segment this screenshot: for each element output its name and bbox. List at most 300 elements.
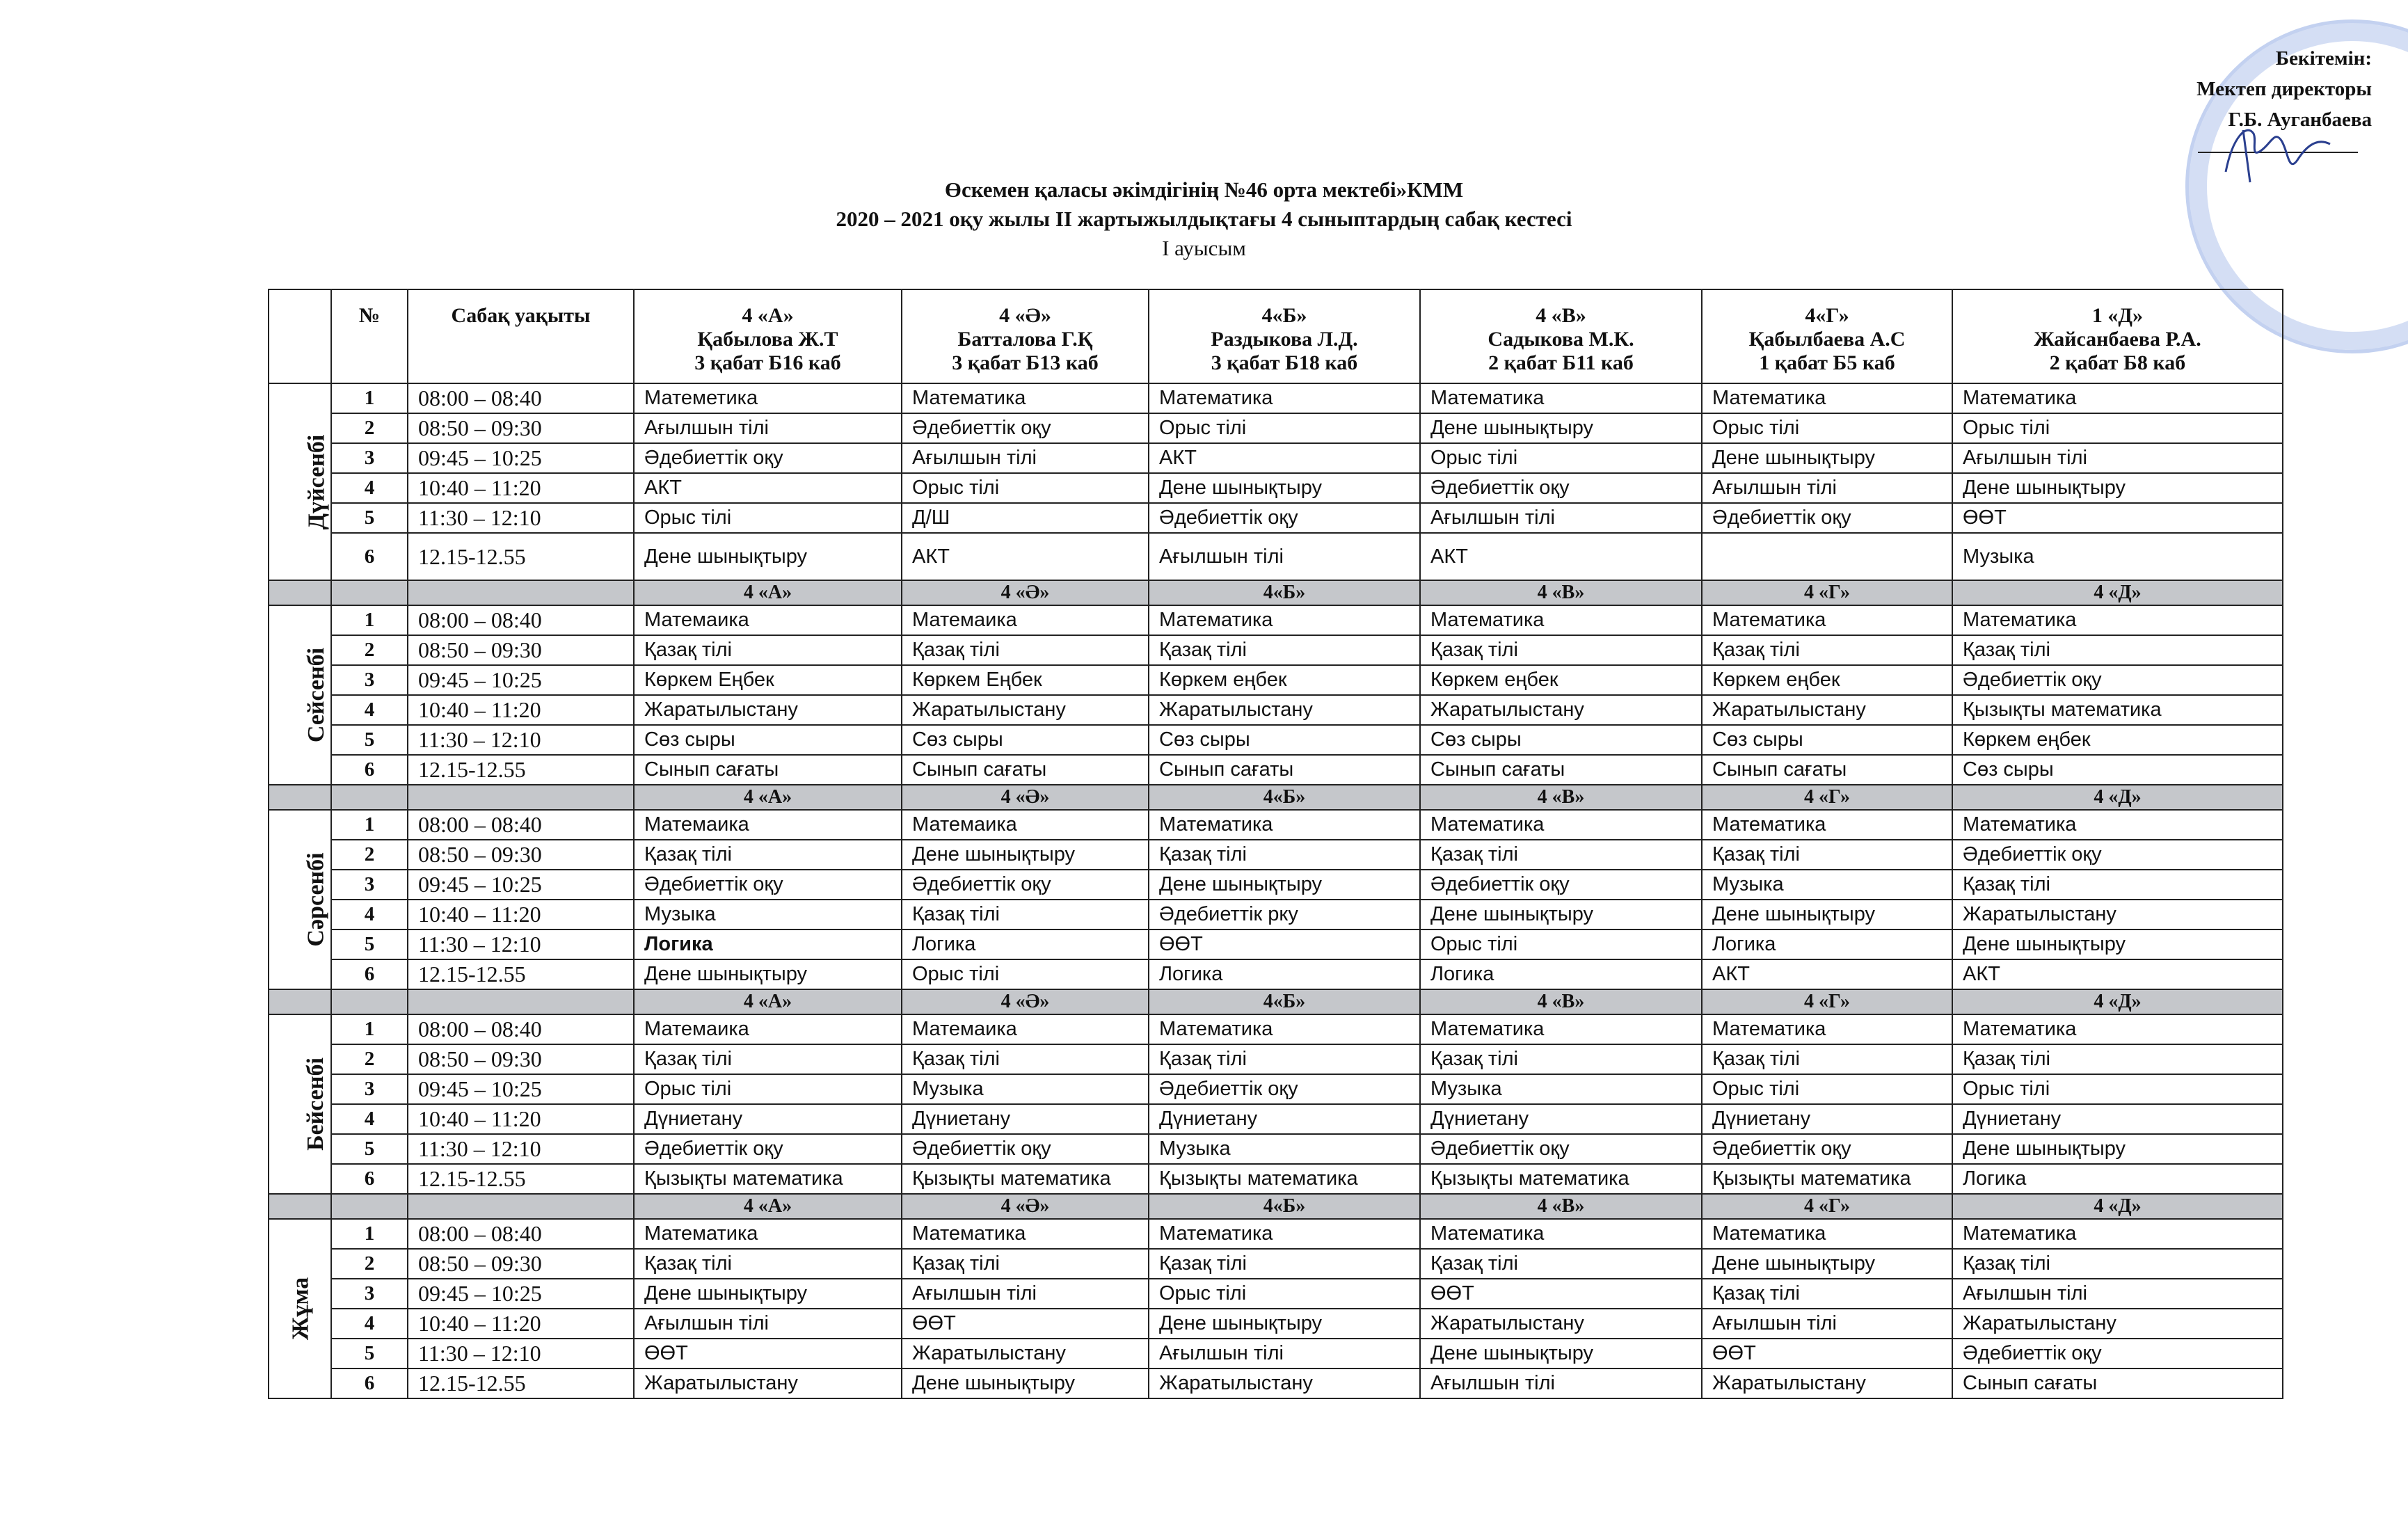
subject-cell: Қызықты математика — [634, 1164, 902, 1194]
subject-cell: Қазақ тілі — [634, 1249, 902, 1279]
subject-cell: Қызықты математика — [1420, 1164, 1702, 1194]
subject-cell: Қазақ тілі — [1702, 1279, 1952, 1309]
subject-cell: Қазақ тілі — [1149, 840, 1420, 870]
subject-cell: Дене шынықтыру — [1420, 413, 1702, 443]
subject-cell: Орыс тілі — [1420, 929, 1702, 959]
class-teacher: Батталова Г.Қ — [957, 328, 1093, 351]
table-row — [269, 665, 2283, 695]
subject-cell: Жаратылыстану — [1952, 900, 2283, 929]
subject-cell: Әдебиеттік оқу — [634, 443, 902, 473]
document-headings — [0, 175, 2408, 263]
subject-cell: АКТ — [1702, 959, 1952, 989]
table-row — [269, 1219, 2283, 1249]
subject-cell: Көркем еңбек — [1420, 665, 1702, 695]
table-header-row — [269, 289, 2283, 383]
subject-cell: Сөз сыры — [1702, 725, 1952, 755]
separator-blank — [331, 989, 408, 1014]
subject-cell: Логика — [1702, 929, 1952, 959]
subject-cell: Қазақ тілі — [634, 1044, 902, 1074]
subject-cell: АКТ — [1952, 959, 2283, 989]
subject-cell: ӨӨТ — [1149, 929, 1420, 959]
class-name: 1 «Д» — [2091, 304, 2144, 327]
subject-cell: Қазақ тілі — [1149, 635, 1420, 665]
table-row — [269, 1074, 2283, 1104]
subject-cell: Қазақ тілі — [1952, 1249, 2283, 1279]
subject-cell: Музыка — [634, 900, 902, 929]
subject-cell: Дене шынықтыру — [1952, 929, 2283, 959]
subject-cell: Матемаика — [902, 810, 1149, 840]
lesson-number: 2 — [331, 413, 408, 443]
subject-cell: Әдебиеттік оқу — [634, 870, 902, 900]
class-teacher: Раздыкова Л.Д. — [1211, 328, 1358, 351]
lesson-number: 4 — [331, 1309, 408, 1339]
subject-cell: АКТ — [634, 473, 902, 503]
subject-cell: Математика — [1149, 810, 1420, 840]
subject-cell: Музыка — [902, 1074, 1149, 1104]
subject-cell: Дүниетану — [1952, 1104, 2283, 1134]
subject-cell: Дене шынықтыру — [1149, 473, 1420, 503]
separator-class-label: 4 «В» — [1420, 785, 1702, 810]
lesson-time: 08:00 – 08:40 — [408, 1219, 634, 1249]
lesson-time: 09:45 – 10:25 — [408, 1074, 634, 1104]
class-teacher: Жайсанбаева Р.А. — [2034, 328, 2201, 351]
subject-cell: Әдебиеттік оқу — [1420, 870, 1702, 900]
subject-cell: Әдебиеттік оқу — [1702, 503, 1952, 533]
lesson-time: 12.15-12.55 — [408, 1369, 634, 1398]
separator-class-label: 4 «Ә» — [902, 580, 1149, 605]
schedule-table — [268, 289, 2283, 1399]
separator-blank — [408, 580, 634, 605]
table-row — [269, 1134, 2283, 1164]
subject-cell: Матемаика — [634, 1014, 902, 1044]
subject-cell: Әдебиеттік оқу — [1420, 473, 1702, 503]
subject-cell: Математика — [902, 1219, 1149, 1249]
subject-cell: Дүниетану — [634, 1104, 902, 1134]
lesson-time: 11:30 – 12:10 — [408, 725, 634, 755]
header-time: Сабақ уақыты — [408, 289, 634, 383]
subject-cell: Қазақ тілі — [1952, 635, 2283, 665]
subject-cell: Дене шынықтыру — [1952, 1134, 2283, 1164]
separator-class-label: 4 «А» — [634, 989, 902, 1014]
subject-cell: Қазақ тілі — [902, 900, 1149, 929]
subject-cell: Дүниетану — [1420, 1104, 1702, 1134]
subject-cell: Әдебиеттік оқу — [1420, 1134, 1702, 1164]
lesson-time: 09:45 – 10:25 — [408, 1279, 634, 1309]
subject-cell: Ағылшын тілі — [1420, 503, 1702, 533]
subject-cell: Орыс тілі — [1702, 1074, 1952, 1104]
subject-cell: Сынып сағаты — [1149, 755, 1420, 785]
subject-cell: Қазақ тілі — [1420, 635, 1702, 665]
subject-cell: Математика — [1952, 1219, 2283, 1249]
lesson-number: 1 — [331, 605, 408, 635]
subject-cell: Логика — [1149, 959, 1420, 989]
subject-cell: Орыс тілі — [1952, 413, 2283, 443]
lesson-time: 12.15-12.55 — [408, 755, 634, 785]
approval-position: Мектеп директоры — [2196, 78, 2372, 100]
subject-cell: Жаратылыстану — [1420, 695, 1702, 725]
subject-cell: Сынып сағаты — [902, 755, 1149, 785]
subject-cell: Дүниетану — [1149, 1104, 1420, 1134]
lesson-time: 08:50 – 09:30 — [408, 413, 634, 443]
table-row — [269, 810, 2283, 840]
approval-signatory: Г.Б. Ауганбаева — [2228, 109, 2372, 131]
lesson-number: 5 — [331, 503, 408, 533]
subject-cell: Математика — [1420, 383, 1702, 413]
subject-cell: Математика — [1149, 1219, 1420, 1249]
subject-cell: Әдебиеттік оқу — [1702, 1134, 1952, 1164]
lesson-number: 6 — [331, 755, 408, 785]
lesson-number: 5 — [331, 1339, 408, 1369]
subject-cell: ӨӨТ — [902, 1309, 1149, 1339]
subject-cell: Жаратылыстану — [1149, 1369, 1420, 1398]
subject-cell: Ағылшын тілі — [1952, 443, 2283, 473]
subject-cell: Математика — [1149, 383, 1420, 413]
lesson-time: 09:45 – 10:25 — [408, 443, 634, 473]
subject-cell: Математика — [1702, 605, 1952, 635]
lesson-number: 4 — [331, 900, 408, 929]
lesson-time: 10:40 – 11:20 — [408, 900, 634, 929]
lesson-number: 2 — [331, 840, 408, 870]
subject-cell: Музыка — [1420, 1074, 1702, 1104]
subject-cell: Орыс тілі — [902, 473, 1149, 503]
header-class — [634, 289, 902, 383]
table-row — [269, 503, 2283, 533]
subject-cell: Әдебиеттік рку — [1149, 900, 1420, 929]
subject-cell: АКТ — [1149, 443, 1420, 473]
separator-blank — [408, 785, 634, 810]
header-class — [1702, 289, 1952, 383]
day-label: Жұма — [287, 1277, 314, 1341]
subject-cell: Орыс тілі — [1952, 1074, 2283, 1104]
class-separator-row — [269, 1194, 2283, 1219]
subject-cell: Әдебиеттік оқу — [902, 870, 1149, 900]
lesson-time: 08:50 – 09:30 — [408, 840, 634, 870]
lesson-time: 08:00 – 08:40 — [408, 1014, 634, 1044]
lesson-number: 6 — [331, 959, 408, 989]
subject-cell: Математика — [1702, 383, 1952, 413]
subject-cell: Әдебиеттік оқу — [1952, 665, 2283, 695]
subject-cell: Математика — [1420, 810, 1702, 840]
lesson-number: 2 — [331, 635, 408, 665]
lesson-time: 08:50 – 09:30 — [408, 1044, 634, 1074]
lesson-number: 1 — [331, 810, 408, 840]
table-row — [269, 1309, 2283, 1339]
day-cell — [269, 810, 331, 989]
subject-cell: Жаратылыстану — [1149, 695, 1420, 725]
lesson-number: 3 — [331, 1074, 408, 1104]
lesson-time: 08:00 – 08:40 — [408, 605, 634, 635]
subject-cell — [1702, 533, 1952, 580]
shift-label: І ауысым — [1162, 236, 1246, 260]
subject-cell: Дене шынықтыру — [902, 1369, 1149, 1398]
lesson-time: 11:30 – 12:10 — [408, 1134, 634, 1164]
header-corner — [269, 289, 331, 383]
subject-cell: Қазақ тілі — [1952, 870, 2283, 900]
table-row — [269, 1014, 2283, 1044]
separator-blank — [331, 1194, 408, 1219]
day-label: Дүйсенбі — [303, 434, 330, 529]
subject-cell: Сөз сыры — [902, 725, 1149, 755]
subject-cell: Қазақ тілі — [1149, 1044, 1420, 1074]
table-row — [269, 870, 2283, 900]
subject-cell: Орыс тілі — [1420, 443, 1702, 473]
lesson-number: 5 — [331, 1134, 408, 1164]
subject-cell: Жаратылыстану — [1952, 1309, 2283, 1339]
lesson-time: 09:45 – 10:25 — [408, 665, 634, 695]
subject-cell: Сөз сыры — [1952, 755, 2283, 785]
lesson-number: 6 — [331, 1369, 408, 1398]
subject-cell: Математика — [1149, 605, 1420, 635]
separator-class-label: 4 «В» — [1420, 989, 1702, 1014]
subject-cell: Қазақ тілі — [902, 1249, 1149, 1279]
table-row — [269, 443, 2283, 473]
table-row — [269, 1369, 2283, 1398]
subject-cell: Орыс тілі — [1702, 413, 1952, 443]
class-teacher: Қабылбаева А.С — [1748, 328, 1906, 351]
lesson-number: 4 — [331, 473, 408, 503]
table-row — [269, 1104, 2283, 1134]
subject-cell: Математика — [1952, 605, 2283, 635]
subject-cell: Математика — [634, 1219, 902, 1249]
subject-cell: АКТ — [1420, 533, 1702, 580]
subject-cell: Қызықты математика — [902, 1164, 1149, 1194]
separator-blank — [331, 785, 408, 810]
subject-cell: ӨӨТ — [1420, 1279, 1702, 1309]
subject-cell: Жаратылыстану — [1420, 1309, 1702, 1339]
header-class — [902, 289, 1149, 383]
subject-cell: Дене шынықтыру — [634, 533, 902, 580]
subject-cell: Логика — [1952, 1164, 2283, 1194]
subject-cell: Дене шынықтыру — [1702, 900, 1952, 929]
subject-cell: Ағылшын тілі — [1420, 1369, 1702, 1398]
subject-cell: Дене шынықтыру — [1420, 900, 1702, 929]
lesson-time: 12.15-12.55 — [408, 959, 634, 989]
separator-class-label: 4 «А» — [634, 785, 902, 810]
subject-cell: Жаратылыстану — [902, 695, 1149, 725]
separator-class-label: 4 «Г» — [1702, 989, 1952, 1014]
lesson-number: 6 — [331, 1164, 408, 1194]
lesson-time: 08:00 – 08:40 — [408, 383, 634, 413]
approval-block — [2196, 43, 2372, 135]
class-separator-row — [269, 785, 2283, 810]
subject-cell: Әдебиеттік оқу — [634, 1134, 902, 1164]
subject-cell: Математика — [1420, 605, 1702, 635]
subject-cell: Көркем Еңбек — [634, 665, 902, 695]
day-label: Сәрсенбі — [303, 852, 329, 947]
class-room: 3 қабат Б16 каб — [694, 351, 841, 374]
separator-class-label: 4 «Д» — [1952, 989, 2283, 1014]
subject-cell: Әдебиеттік оқу — [1149, 1074, 1420, 1104]
table-row — [269, 1249, 2283, 1279]
table-row — [269, 840, 2283, 870]
subject-cell: Матемаика — [634, 605, 902, 635]
separator-class-label: 4 «Г» — [1702, 1194, 1952, 1219]
separator-class-label: 4 «Г» — [1702, 785, 1952, 810]
subject-cell: Сынып сағаты — [1702, 755, 1952, 785]
subject-cell: Әдебиеттік оқу — [902, 1134, 1149, 1164]
subject-cell: Дене шынықтыру — [902, 840, 1149, 870]
subject-cell: Қызықты математика — [1149, 1164, 1420, 1194]
separator-class-label: 4 «В» — [1420, 580, 1702, 605]
subject-cell: Логика — [634, 929, 902, 959]
subject-cell: Көркем Еңбек — [902, 665, 1149, 695]
lesson-time: 08:50 – 09:30 — [408, 1249, 634, 1279]
subject-cell: Матемаика — [634, 810, 902, 840]
subject-cell: Орыс тілі — [634, 503, 902, 533]
subject-cell: Орыс тілі — [902, 959, 1149, 989]
subject-cell: Ағылшын тілі — [902, 1279, 1149, 1309]
class-name: 4 «Ә» — [999, 304, 1051, 327]
separator-blank — [269, 1194, 331, 1219]
subject-cell: Көркем еңбек — [1702, 665, 1952, 695]
subject-cell: Жаратылыстану — [902, 1339, 1149, 1369]
separator-class-label: 4 «Д» — [1952, 1194, 2283, 1219]
subject-cell: Математика — [1952, 810, 2283, 840]
subject-cell: Орыс тілі — [634, 1074, 902, 1104]
subject-cell: Логика — [1420, 959, 1702, 989]
separator-blank — [269, 989, 331, 1014]
lesson-time: 10:40 – 11:20 — [408, 695, 634, 725]
separator-blank — [331, 580, 408, 605]
subject-cell: Дене шынықтыру — [1149, 1309, 1420, 1339]
table-row — [269, 1164, 2283, 1194]
subject-cell: Қазақ тілі — [1420, 840, 1702, 870]
day-cell — [269, 1014, 331, 1194]
subject-cell: ӨӨТ — [1702, 1339, 1952, 1369]
lesson-number: 6 — [331, 533, 408, 580]
lesson-time: 11:30 – 12:10 — [408, 1339, 634, 1369]
subject-cell: Дене шынықтыру — [634, 1279, 902, 1309]
subject-cell: Математика — [1952, 1014, 2283, 1044]
lesson-time: 11:30 – 12:10 — [408, 929, 634, 959]
subject-cell: Жаратылыстану — [1702, 1369, 1952, 1398]
subject-cell: Қазақ тілі — [1149, 1249, 1420, 1279]
subject-cell: Математика — [1420, 1014, 1702, 1044]
separator-class-label: 4 «В» — [1420, 1194, 1702, 1219]
class-name: 4 «В» — [1536, 304, 1586, 327]
lesson-number: 4 — [331, 1104, 408, 1134]
subject-cell: Матеметика — [634, 383, 902, 413]
header-class — [1952, 289, 2283, 383]
subject-cell: Қазақ тілі — [1702, 840, 1952, 870]
subject-cell: Әдебиеттік оқу — [1952, 840, 2283, 870]
subject-cell: Математика — [1952, 383, 2283, 413]
subject-cell: Қазақ тілі — [1420, 1249, 1702, 1279]
subject-cell: ӨӨТ — [1952, 503, 2283, 533]
day-label: Бейсенбі — [302, 1058, 328, 1151]
subject-cell: Әдебиеттік оқу — [1149, 503, 1420, 533]
subject-cell: Музыка — [1952, 533, 2283, 580]
subject-cell: Қазақ тілі — [902, 1044, 1149, 1074]
subject-cell: Сөз сыры — [1149, 725, 1420, 755]
subject-cell: Математика — [1149, 1014, 1420, 1044]
subject-cell: Ағылшын тілі — [902, 443, 1149, 473]
subject-cell: Сынып сағаты — [1952, 1369, 2283, 1398]
subject-cell: Дене шынықтыру — [1702, 443, 1952, 473]
schedule-title: 2020 – 2021 оқу жылы ІІ жартыжылдықтағы 4 сыныптардың сабақ кестесі — [836, 207, 1572, 231]
table-row — [269, 413, 2283, 443]
subject-cell: Математика — [1420, 1219, 1702, 1249]
subject-cell: Логика — [902, 929, 1149, 959]
subject-cell: Матемаика — [902, 1014, 1149, 1044]
lesson-number: 3 — [331, 665, 408, 695]
subject-cell: Жаратылыстану — [634, 695, 902, 725]
subject-cell: Қазақ тілі — [634, 635, 902, 665]
separator-class-label: 4 «А» — [634, 1194, 902, 1219]
separator-class-label: 4 «Ә» — [902, 1194, 1149, 1219]
separator-class-label: 4 «А» — [634, 580, 902, 605]
subject-cell: Ағылшын тілі — [1702, 1309, 1952, 1339]
lesson-number: 4 — [331, 695, 408, 725]
class-name: 4 «А» — [742, 304, 794, 327]
class-room: 2 қабат Б11 каб — [1488, 351, 1634, 374]
subject-cell: Д/Ш — [902, 503, 1149, 533]
subject-cell: Орыс тілі — [1149, 413, 1420, 443]
subject-cell: Математика — [902, 383, 1149, 413]
subject-cell: Көркем еңбек — [1149, 665, 1420, 695]
table-row — [269, 383, 2283, 413]
subject-cell: Ағылшын тілі — [1149, 1339, 1420, 1369]
day-cell — [269, 383, 331, 580]
subject-cell: Жаратылыстану — [1702, 695, 1952, 725]
separator-class-label: 4«Б» — [1149, 989, 1420, 1014]
table-row — [269, 635, 2283, 665]
class-room: 1 қабат Б5 каб — [1759, 351, 1895, 374]
subject-cell: Жаратылыстану — [634, 1369, 902, 1398]
class-teacher: Садыкова М.К. — [1488, 328, 1634, 351]
lesson-time: 11:30 – 12:10 — [408, 503, 634, 533]
subject-cell: Ағылшын тілі — [1149, 533, 1420, 580]
lesson-number: 5 — [331, 725, 408, 755]
lesson-number: 2 — [331, 1044, 408, 1074]
separator-blank — [269, 580, 331, 605]
subject-cell: Дүниетану — [902, 1104, 1149, 1134]
approval-title: Бекітемін: — [2275, 47, 2372, 70]
subject-cell: Дене шынықтыру — [1952, 473, 2283, 503]
table-row — [269, 900, 2283, 929]
lesson-time: 09:45 – 10:25 — [408, 870, 634, 900]
separator-class-label: 4 «Д» — [1952, 785, 2283, 810]
lesson-time: 08:50 – 09:30 — [408, 635, 634, 665]
subject-cell: Сынып сағаты — [634, 755, 902, 785]
lesson-time: 12.15-12.55 — [408, 533, 634, 580]
subject-cell: Сөз сыры — [634, 725, 902, 755]
subject-cell: Дене шынықтыру — [1149, 870, 1420, 900]
lesson-number: 3 — [331, 443, 408, 473]
lesson-time: 10:40 – 11:20 — [408, 1309, 634, 1339]
day-cell — [269, 605, 331, 785]
subject-cell: Дене шынықтыру — [1702, 1249, 1952, 1279]
table-row — [269, 959, 2283, 989]
subject-cell: Қазақ тілі — [1702, 1044, 1952, 1074]
class-name: 4«Г» — [1805, 304, 1849, 327]
separator-blank — [269, 785, 331, 810]
class-separator-row — [269, 989, 2283, 1014]
table-row — [269, 533, 2283, 580]
lesson-number: 2 — [331, 1249, 408, 1279]
subject-cell: Дене шынықтыру — [634, 959, 902, 989]
class-room: 3 қабат Б13 каб — [952, 351, 1099, 374]
table-row — [269, 755, 2283, 785]
day-label: Сейсенбі — [303, 647, 330, 743]
table-row — [269, 929, 2283, 959]
subject-cell: Сынып сағаты — [1420, 755, 1702, 785]
separator-blank — [408, 1194, 634, 1219]
lesson-number: 5 — [331, 929, 408, 959]
subject-cell: Ағылшын тілі — [1702, 473, 1952, 503]
lesson-time: 10:40 – 11:20 — [408, 1104, 634, 1134]
subject-cell: Әдебиеттік оқу — [902, 413, 1149, 443]
